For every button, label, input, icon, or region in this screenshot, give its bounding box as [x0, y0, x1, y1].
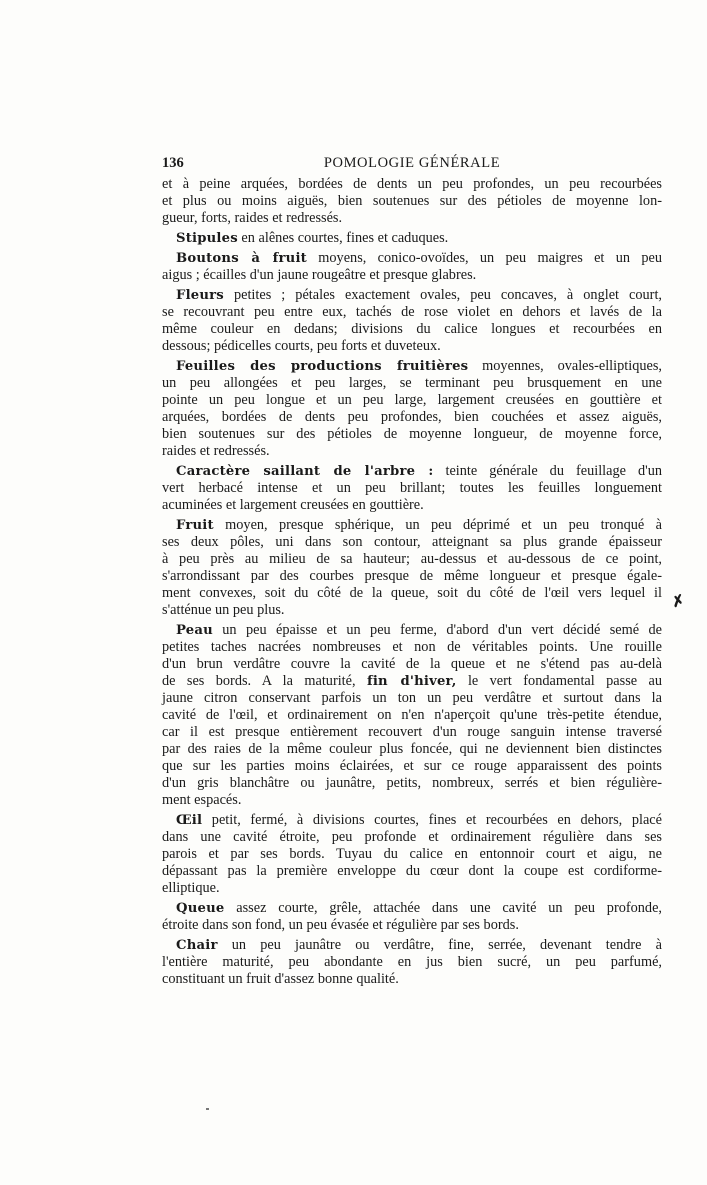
text-segment: l'entière maturité, peu abondante en jus bien sucré, un peu parfumé,: [162, 954, 662, 970]
text-line: [162, 602, 662, 619]
text-line: [162, 937, 662, 954]
text-segment: moyen, presque sphérique, un peu déprimé et un peu tronqué à: [213, 517, 662, 533]
paragraph: [162, 812, 662, 897]
text-segment: assez courte, grêle, attachée dans une cavité un peu profonde,: [224, 900, 662, 916]
text-segment: moyens, conico-ovoïdes, un peu maigres et un peu: [306, 250, 662, 266]
text-line: [162, 443, 662, 460]
text-segment: et plus ou moins aiguës, bien soutenues sur des pétioles de moyenne lon-: [162, 193, 662, 209]
text-segment: d'un brun verdâtre couvre la cavité de la queue et ne s'étend pas au-delà: [162, 656, 662, 672]
running-title: POMOLOGIE GÉNÉRALE: [323, 155, 501, 171]
text-line: [162, 210, 662, 227]
text-segment: étroite dans son fond, un peu évasée et régulière par ses bords.: [162, 917, 519, 933]
paragraph-lead-term: Chair: [176, 938, 218, 953]
text-line: [162, 517, 662, 534]
text-segment: un peu épaisse et un peu ferme, d'abord d'un vert décidé semé de: [212, 622, 662, 638]
text-line: [162, 250, 662, 267]
text-line: [162, 409, 662, 426]
text-line: [162, 863, 662, 880]
text-segment: jaune citron conservant parfois un ton un peu verdâtre et surtout dans la: [162, 690, 662, 706]
bold-phrase: fin d'hiver,: [366, 674, 457, 689]
paragraph: [162, 517, 662, 619]
text-line: [162, 758, 662, 775]
text-segment: aigus ; écailles d'un jaune rougeâtre et presque glabres.: [162, 267, 477, 283]
text-line: [162, 497, 662, 514]
paragraph-lead-term: Fleurs: [176, 288, 224, 303]
text-segment: moyennes, ovales-elliptiques,: [468, 358, 662, 374]
margin-mark: ✗: [670, 592, 687, 612]
paragraph: [162, 230, 662, 247]
paragraph-lead-term: Queue: [176, 901, 225, 916]
scan-speck: [206, 1108, 209, 1110]
text-line: [162, 480, 662, 497]
text-segment: petites ; pétales exactement ovales, peu concaves, à onglet court,: [223, 287, 662, 303]
text-segment: petit, fermé, à divisions courtes, fines et recourbées en dehors, placé: [202, 812, 662, 828]
paragraph-lead-term: Fruit: [176, 518, 214, 533]
text-line: [162, 690, 662, 707]
text-line: [162, 551, 662, 568]
text-segment: bien soutenues sur des pétioles de moyenne longueur, de moyenne force,: [162, 426, 662, 442]
paragraph: [162, 176, 662, 227]
text-segment: même couleur en dedans; divisions du calice longues et recourbées en: [162, 321, 662, 337]
text-segment: acuminées et largement creusées en gouttière.: [162, 497, 424, 513]
text-segment: un peu allongées et peu larges, se terminant peu brusquement en une: [162, 375, 662, 391]
text-line: [162, 304, 662, 321]
text-segment: constituant un fruit d'assez bonne qualité.: [162, 971, 399, 987]
paragraph: [162, 250, 662, 284]
text-segment: ment espacés.: [162, 792, 242, 808]
paragraph: [162, 287, 662, 355]
text-line: [162, 622, 662, 639]
paragraph: [162, 937, 662, 988]
text-line: [162, 724, 662, 741]
text-line: [162, 534, 662, 551]
text-line: [162, 954, 662, 971]
text-line: [162, 338, 662, 355]
text-line: [162, 193, 662, 210]
text-segment: d'un gris blanchâtre ou jaunâtre, petits, nombreux, serrés et bien régulière-: [162, 775, 662, 791]
text-segment: teinte générale du feuillage d'un: [433, 463, 663, 479]
running-header: [162, 155, 662, 175]
text-segment: vert herbacé intense et un peu brillant; toutes les feuilles longuement: [162, 480, 662, 496]
text-segment: de ses bords. A la maturité,: [162, 673, 367, 689]
text-line: [162, 656, 662, 673]
paragraph: [162, 900, 662, 934]
text-segment: se recouvrant peu entre eux, tachés de rose violet en dehors et lavés de la: [162, 304, 662, 320]
paragraph-lead-term: Feuilles des productions fruitières: [176, 359, 469, 374]
text-segment: dépassant pas la première enveloppe du cœur dont la coupe est cordiforme-: [162, 863, 662, 879]
text-line: [162, 230, 662, 247]
text-segment: arquées, bordées de dents peu profondes, bien couchées et assez aiguës,: [162, 409, 662, 425]
text-line: [162, 900, 662, 917]
text-line: [162, 829, 662, 846]
text-line: [162, 775, 662, 792]
text-segment: ment convexes, soit du côté de la queue, soit du côté de l'œil vers lequel il: [162, 585, 662, 601]
text-segment: à peu près au milieu de sa hauteur; au-dessus et au-dessous de ce point,: [162, 551, 662, 567]
text-segment: petites taches nacrées nombreuses et non de véritables points. Une rouille: [162, 639, 662, 655]
text-line: [162, 792, 662, 809]
text-line: [162, 358, 662, 375]
text-segment: dans une cavité étroite, peu profonde et ordinairement régulière dans ses: [162, 829, 662, 845]
text-line: [162, 375, 662, 392]
page-number: 136: [162, 155, 184, 171]
text-segment: car il est presque entièrement recouvert d'un rouge sanguin intense traversé: [162, 724, 662, 740]
text-line: [162, 846, 662, 863]
paragraph: [162, 358, 662, 460]
text-line: [162, 463, 662, 480]
text-segment: raides et redressés.: [162, 443, 270, 459]
paragraph: [162, 463, 662, 514]
paragraph: [162, 622, 662, 809]
paragraph-lead-term: Stipules: [176, 231, 238, 246]
text-segment: dessous; pédicelles courts, peu forts et duveteux.: [162, 338, 441, 354]
text-line: [162, 568, 662, 585]
text-line: [162, 917, 662, 934]
text-segment: pointe un peu longue et un peu large, largement creusées en gouttière et: [162, 392, 662, 408]
text-segment: en alênes courtes, fines et caduques.: [237, 230, 449, 246]
page-body: [162, 176, 662, 988]
text-segment: parois et par ses bords. Tuyau du calice en entonnoir court et aigu, ne: [162, 846, 662, 862]
text-line: [162, 741, 662, 758]
text-line: [162, 176, 662, 193]
text-segment: cavité de l'œil, et ordinairement on n'en n'aperçoit qu'une très-petite étendue,: [162, 707, 662, 723]
text-line: [162, 880, 662, 897]
text-line: [162, 267, 662, 284]
text-segment: par des raies de la même couleur plus foncée, qui ne deviennent bien distinctes: [162, 741, 662, 757]
text-line: [162, 707, 662, 724]
text-line: [162, 392, 662, 409]
text-segment: ses deux pôles, uni dans son contour, atteignant sa plus grande épaisseur: [162, 534, 662, 550]
text-line: [162, 812, 662, 829]
text-line: [162, 639, 662, 656]
paragraph-lead-term: Peau: [176, 623, 213, 638]
text-segment: s'atténue un peu plus.: [162, 602, 285, 618]
text-segment: gueur, forts, raides et redressés.: [162, 210, 343, 226]
text-line: [162, 585, 662, 602]
text-line: [162, 673, 662, 690]
text-segment: un peu jaunâtre ou verdâtre, fine, serrée, devenant tendre à: [217, 937, 662, 953]
paragraph-lead-term: Œil: [176, 813, 203, 828]
text-line: [162, 287, 662, 304]
text-segment: le vert fondamental passe au: [456, 673, 662, 689]
text-line: [162, 971, 662, 988]
text-line: [162, 426, 662, 443]
text-segment: et à peine arquées, bordées de dents un peu profondes, un peu recourbées: [162, 176, 662, 192]
paragraph-lead-term: Caractère saillant de l'arbre :: [176, 464, 434, 479]
text-line: [162, 321, 662, 338]
text-segment: que sur les parties moins éclairées, et sur ce rouge apparaissent des points: [162, 758, 662, 774]
text-segment: elliptique.: [162, 880, 220, 896]
text-segment: s'arrondissant par des courbes presque de même longueur et presque égale-: [162, 568, 662, 584]
paragraph-lead-term: Boutons à fruit: [176, 251, 307, 266]
